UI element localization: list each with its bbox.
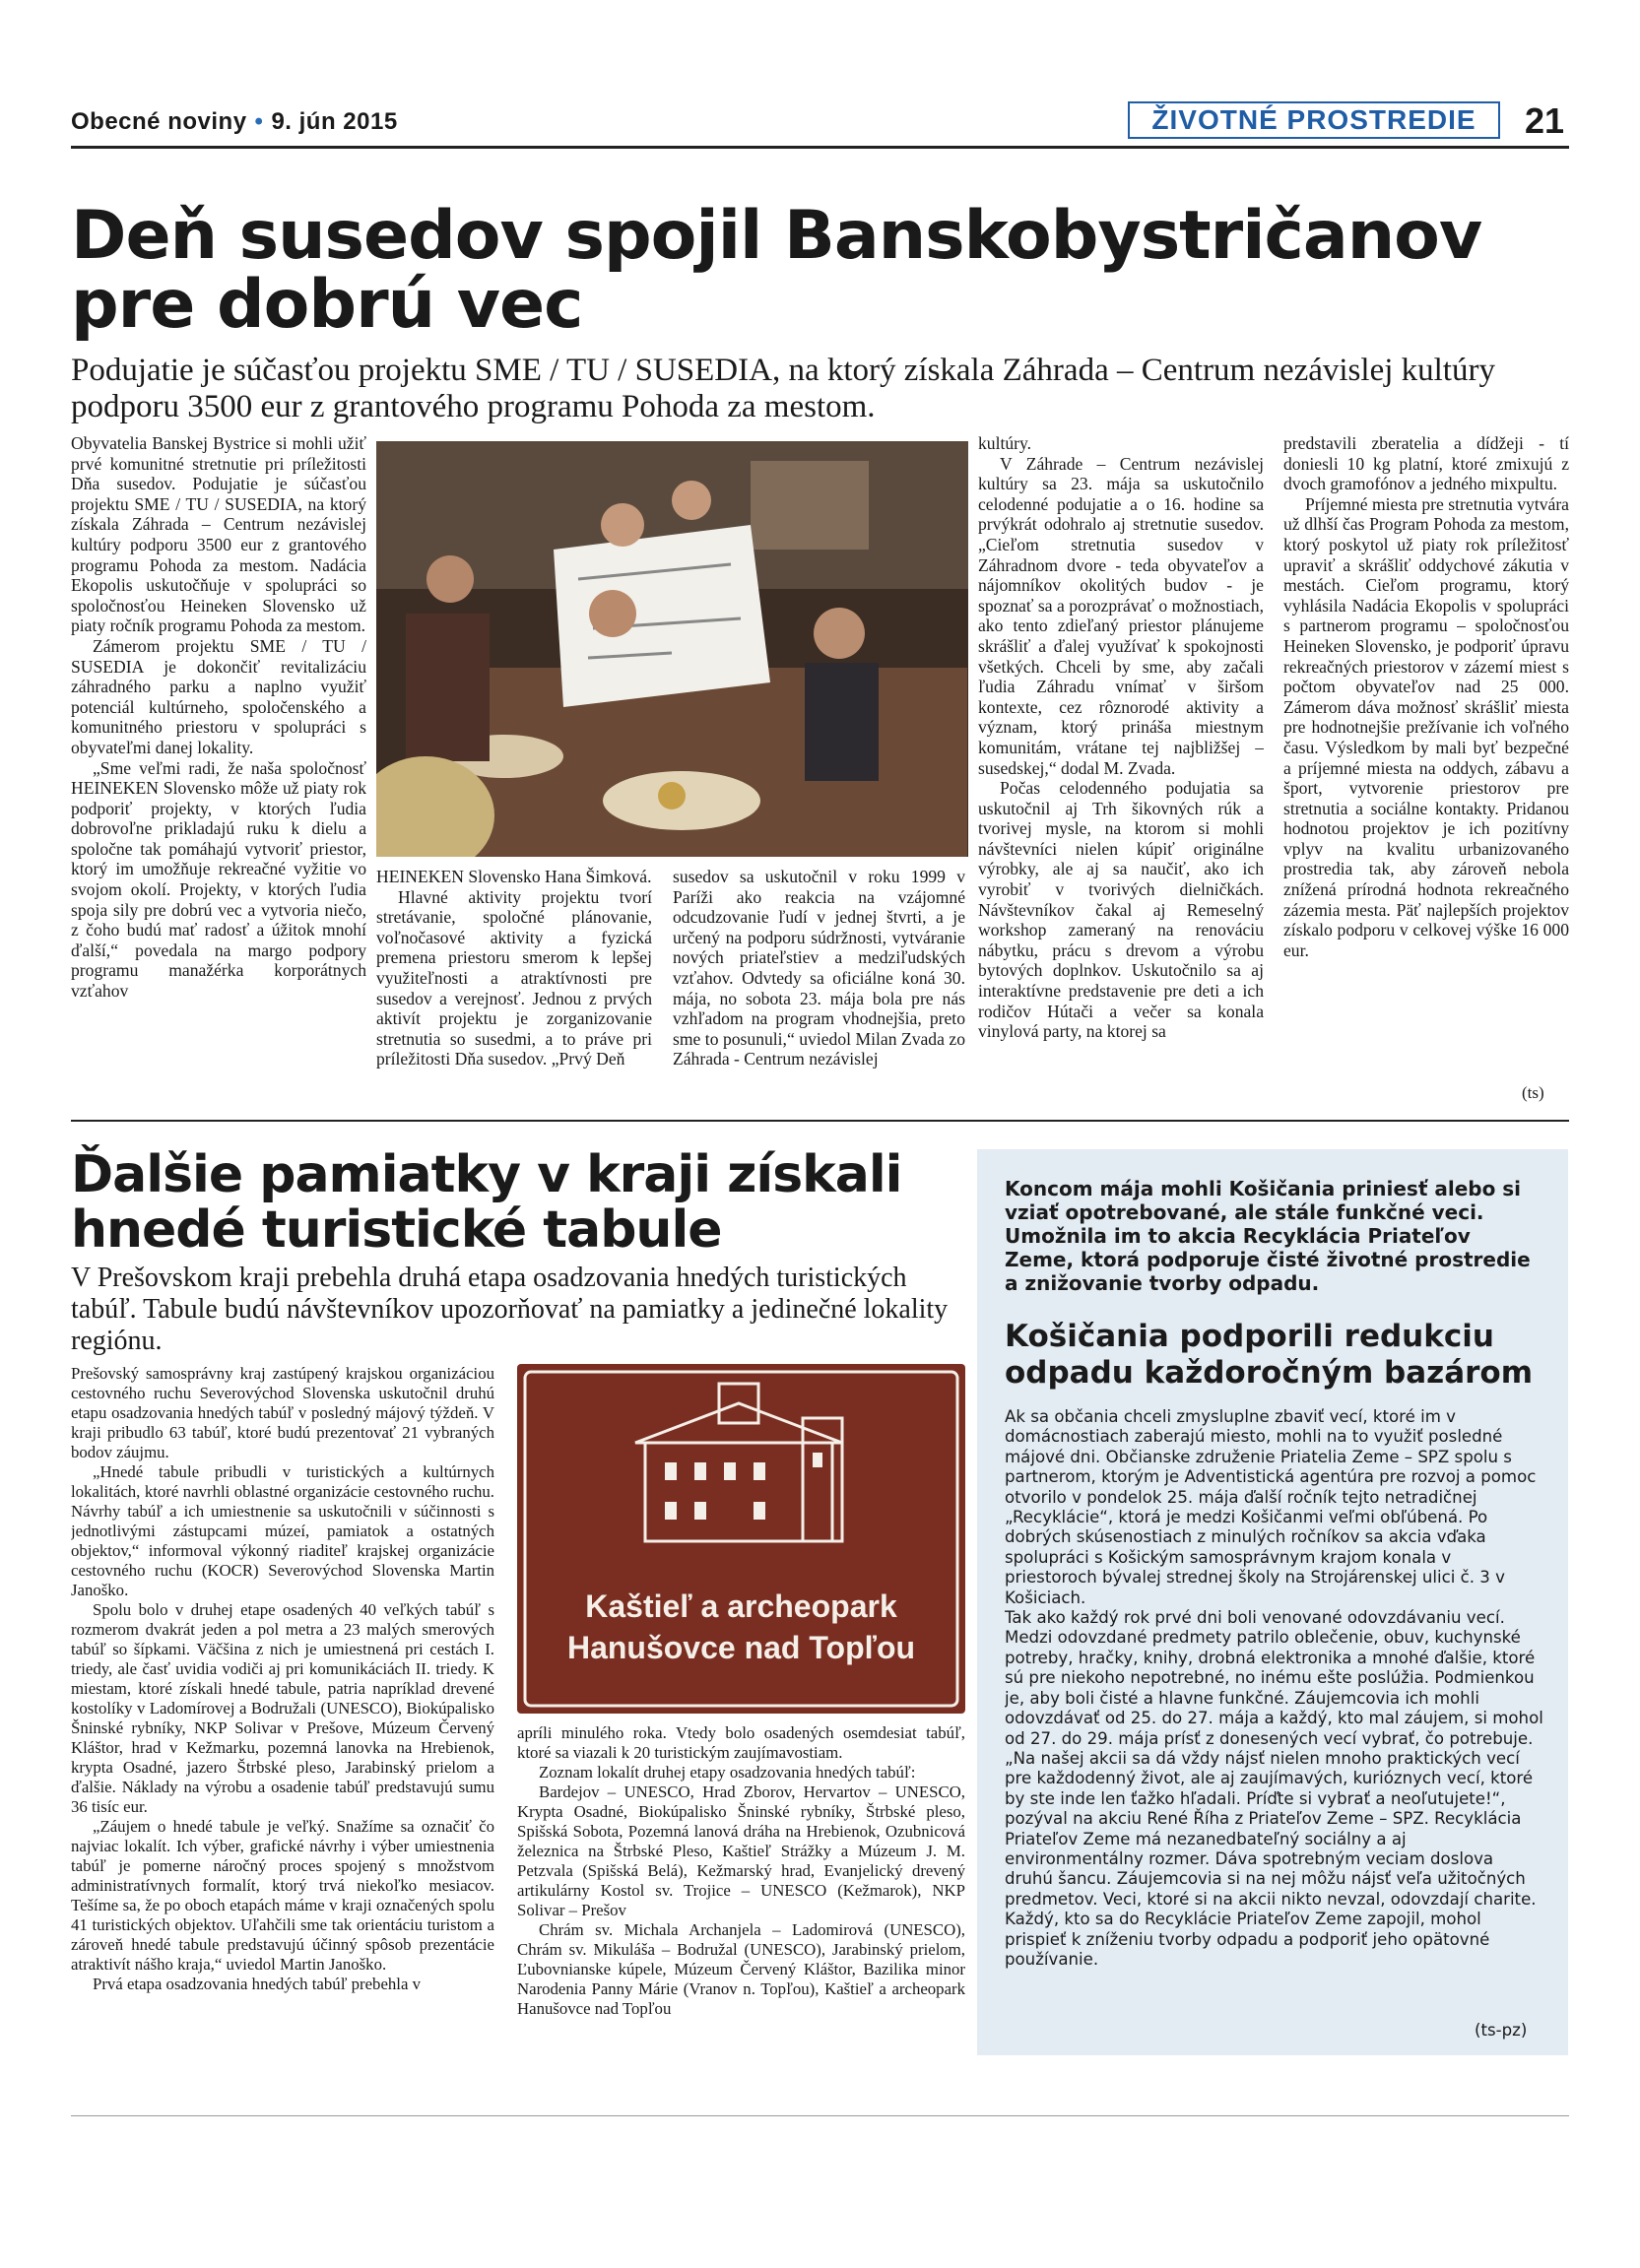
event-photo [376,441,968,857]
paragraph: apríli minulého roka. Vtedy bolo osadených osemdesiat tabúľ, ktoré sa viazali k 20 turistickým zaujímavostiam. [517,1723,965,1762]
sign-text [517,1586,965,1668]
paragraph: Hlavné aktivity projektu tvorí stretávanie, spoločné plánovanie, voľnočasové aktivity a fyzická premena priestoru smerom k lepšej využiteľnosti a atraktívnosti pre susedov a verejnosť. Jednou z prvých aktivít projektu je zorganizovanie stretnutia so susedmi, a to práve pri príležitosti Dňa susedov. „Prvý Deň [376,886,652,1069]
article1-headline-line1: Deň susedov spojil Banskobystričanov [71,197,1482,275]
paragraph: „Sme veľmi radi, že naša spoločnosť HEINEKEN Slovensko môže už piaty rok podporiť projekty, v ktorých ľudia dobrovoľne prikladajú ruku k dielu a spoločne tak pomáhajú vytvoriť priestor, ktorý im umožňuje rekreačné vyžitie vo svojom okolí. Projekty, v ktorých ľudia spoja sily pre dobrú vec a vytvoria niečo, z čoho budú mať radosť a úžitok mnohí ďalší,“ povedala na margo podpory programu manažérka korporátnych vzťahov [71,757,366,1002]
masthead [71,108,398,136]
paragraph: kultúry. [978,433,1032,453]
paragraph: Počas celodenného podujatia sa uskutočnil aj Trh šikovných rúk a tvorivej mysle, na ktorom si mohli návštevníci nielen kúpiť originálne výrobky, ale aj sa naučiť, ako ich vyrobiť v tvorivých dielničkách. Návštevníkov čakal aj Remeselný workshop zameraný na renováciu nábytku, prácu s drevom a výrobu bytových doplnkov. Uskutočnilo sa aj interaktívne predstavenie pre deti a ich rodičov Hútači a večer sa konala vinylová party, na ktorej sa [978,778,1264,1042]
article2-column-2 [517,1723,965,2088]
sidebar-body [1005,1407,1544,2028]
sign-line-1: Kaštieľ a archeopark [585,1588,897,1624]
paragraph: susedov sa uskutočnil v roku 1999 v Paríži ako reakcia na vzájomné odcudzovanie ľudí v jednej štvrti, a je určený na podporu súdržnosti, vytváranie nových priateľstiev a medziľudských vzťahov. Odvtedy sa oficiálne koná 30. mája, no sobota 23. mája bola pre nás vzhľadom na program vhodnejšia, preto sme to posunuli,“ uviedol Milan Zvada zo Záhrada - Centrum nezávislej [673,867,965,1069]
section-divider [71,1120,1569,1122]
article1-lead: Podujatie je súčasťou projektu SME / TU / SUSEDIA, na ktorý získala Záhrada – Centrum nezávislej kultúry podporu 3500 eur z grantového programu Pohoda za mestom. [71,353,1495,424]
paragraph: „Hnedé tabule pribudli v turistických a kultúrnych lokalitách, ktoré navrhli oblastné organizácie cestovného ruchu. Návrhy tabúľ a ich umiestnenie sa uskutočnili v súčinnosti s jednotlivými zástupcami múzeí, pamiatok a ostatných objektov,“ informoval výkonný riaditeľ krajskej organizácie cestovného ruchu (KOCR) Severovýchod Slovenska Martin Janoško. [71,1462,494,1599]
article2-headline-line1: Ďalšie pamiatky v kraji získali [71,1145,902,1204]
paragraph: Chrám sv. Michala Archanjela – Ladomirová (UNESCO), Chrám sv. Mikuláša – Bodružal (UNESCO), Jarabinský prielom, Ľubovnianske kúpele, Múzeum Červený Kláštor, Bazilika minor Narodenia Panny Márie (Vranov n. Topľou), Kaštieľ a archeopark Hanušovce nad Topľou [517,1920,965,2018]
article1-column-2 [376,867,652,1069]
article2-column-1 [71,1364,494,2088]
article1-column-5 [1283,433,1569,1093]
separator-dot: • [254,108,264,135]
paragraph: „Na našej akcii sa dá vždy nájsť nielen mnoho praktických vecí pre každodenný život, ale aj zaujímavých, kurióznych vecí, ktoré by ste inde len ťažko hľadali. Príďte si vybrať a neoľutujete!“, pozýval na akciu René Říha z Priateľov Zeme – SPZ. Recyklácia Priateľov Zeme má nezanedbateľný sociálny a aj environmentálny rozmer. Dáva spotrebným veciam doslova druhú šancu. Záujemcovia si na nej môžu nájsť veľa užitočných predmetov. Veci, ktoré si na akcii nikto nevzal, odovzdají charite. Každý, kto sa do Recyklácie Priateľov Zeme zapojil, mohol prispieť k zníženiu tvorby odpadu a podporiť jeho opätovné používanie. [1005,1748,1537,1969]
paragraph: Tak ako každý rok prvé dni boli venované odovzdávaniu vecí. Medzi odovzdané predmety patrilo oblečenie, obuv, kuchynské potreby, hračky, knihy, drobná elektronika a mnohé ďalšie, ktoré sú pre niekoho nepotrebné, no inému ešte poslúžia. Podmienkou je, aby boli čisté a hlavne funkčné. Záujemcovia ich mohli odovzdávať od 25. do 27. mája a každý, kto mal záujem, si mohol od 27. do 29. mája prísť z donesených vecí vybrať, čo potrebuje. [1005,1608,1543,1748]
article1-headline [71,197,1578,344]
page-number: 21 [1525,100,1565,141]
sidebar-signature: (ts-pz) [1475,2021,1528,2040]
sidebar-title: Košičania podporili redukciu odpadu každoročným bazárom [1005,1319,1534,1391]
paragraph: V Záhrade – Centrum nezávislej kultúry sa 23. mája sa uskutočnilo celodenné podujatie a o 16. hodine sa prvýkrát odohralo aj stretnutie susedov. „Cieľom stretnutia susedov v Záhradnom dvore - teda obyvateľov a nájomníkov okolitých budov - je spoznať sa a porozprávať o možnostiach, ako tento zdieľaný priestor plánujeme skrášliť a ďalej využívať k spokojnosti všetkých. Chceli by sme, aby začali ľudia Záhradu vnímať v širšom kontexte, cez rôznorodé aktivity a význam, ktorý prináša miestnym komunitám, vrátane tej najbližšej – susedskej,“ dodal M. Zvada. [978,453,1264,778]
sidebar-lead: Koncom mája mohli Košičania priniesť alebo si vziať opotrebované, ale stále funkčné veci. Umožnila im to akcia Recyklácia Priateľov Zeme, ktorá podporuje čisté životné prostredie a znižovanie tvorby odpadu. [1005,1177,1531,1295]
article1-column-3 [673,867,965,1069]
paragraph: Obyvatelia Banskej Bystrice si mohli užiť prvé komunitné stretnutie pri príležitosti Dňa susedov. Podujatie je súčasťou projektu SME / TU / SUSEDIA, na ktorý získala Záhrada – Centrum nezávislej kultúry podporu 3500 eur z grantového programu Pohoda za mestom. Nadácia Ekopolis uskutočňuje v spolupráci so spoločnosťou Heineken Slovensko už piaty ročník programu Pohoda za mestom. [71,433,366,636]
tourist-sign-image [517,1364,965,1714]
footer-rule [71,2115,1569,2116]
paragraph: Zámerom projektu SME / TU / SUSEDIA je dokončiť revitalizáciu záhradného parku a naplno využiť potenciál kultúrneho, spoločenského a komunitného priestoru v spolupráci s obyvateľmi danej lokality. [71,635,366,757]
paragraph: Príjemné miesta pre stretnutia vytvára už dlhší čas Program Pohoda za mestom, ktorý poskytol už piaty rok príležitosť upraviť a skrášliť oddychové zákutia v mestách. Cieľom programu, ktorý vyhlásila Nadácia Ekopolis v spolupráci s partnerom programu – spoločnosťou Heineken Slovensko, je podporiť úpravu rekreačných priestorov v zázemí miest s počtom obyvateľov nad 25 000. Zámerom dáva možnosť skrášliť miesta pre hodnotnejšie prežívanie ich voľného času. Výsledkom by mali byť bezpečné a príjemné miesta na oddych, zábavu a šport, vytvorenie priestorov pre stretnutia a sociálne kontakty. Pridanou hodnotou projektov je ich pozitívny vplyv na kvalitu urbanizovaného prostredia tak, aby zároveň nebola znížená prírodná hodnota rekreačného zázemia mesta. Päť najlepších projektov získalo podporu v celkovej výške 16 000 eur. [1283,493,1569,960]
paragraph: Zoznam lokalít druhej etapy osadzovania hnedých tabúľ: [539,1763,916,1782]
article2-headline-line2: hnedé turistické tabule [71,1200,722,1260]
article1-headline-line2: pre dobrú vec [71,266,583,344]
header-rule [71,146,1569,149]
paragraph: Prešovský samosprávny kraj zastúpený krajskou organizáciou cestovného ruchu Severovýchod Slovenska uskutočnil druhú etapu osadzovania hnedých tabúľ v posledný májový týždeň. V kraji pribudlo 63 tabúľ, ktoré budú prezentovať 21 vybraných bodov záujmu. [71,1364,494,1461]
paragraph: HEINEKEN Slovensko Hana Šimková. [376,867,652,886]
paragraph: Prvá etapa osadzovania hnedých tabúľ prebehla v [93,1975,421,1993]
article2-headline [71,1147,957,1258]
issue-date: 9. jún 2015 [271,108,398,135]
article1-column-1 [71,433,366,1113]
photo-illustration [376,441,968,857]
paragraph: Spolu bolo v druhej etape osadených 40 veľkých tabúľ s rozmerom dvakrát jeden a pol metra a 23 malých smerových tabúľ so šípkami. Väčšina z nich je umiestnená pri cestách I. triedy, ale časť uvidia vodiči aj pri komunikáciách II. triedy. K miestam, ktoré získali hnedé tabule, patria napríklad drevené kostolíky v Ladomírovej a Bodružali (UNESCO), Biokúpalisko Šninské rybníky, NKP Solivar v Prešove, Múzeum Červený Kláštor, hrad v Kežmarku, pozemná lanovka na Hrebienok, krypta Osadné, jazero Štrbské pleso, Jarabinský prielom a ďalšie. Náklady na výrobu a osadenie tabúľ predstavujú sumu 36 tisíc eur. [71,1600,494,1816]
paragraph: Bardejov – UNESCO, Hrad Zborov, Hervartov – UNESCO, Krypta Osadné, Biokúpalisko Šninské rybníky, Štrbské pleso, Spišská Sobota, Pozemná lanová dráha na Hrebienok, Ozubnicová železnica na Štrbské Pleso, Kaštieľ Strážky a Múzeum J. M. Petzvala (Spišská Belá), Kežmarský hrad, Evanjelický drevený artikulárny Kostol sv. Trojice – UNESCO (Kežmarok), NKP Solivar – Prešov [517,1782,965,1919]
paragraph: Ak sa občania chceli zmysluplne zbaviť vecí, ktoré im v domácnostiach zaberajú miesto, mohli na to využiť posledné májové dni. Občianske združenie Priatelia Zeme – SPZ spolu s partnerom, ktorým je Adventistická agentúra pre rozvoj a pomoc otvorilo v pondelok 25. mája ďalší ročník tejto netradičnej „Recyklácie“, ktorá je medzi Košičanmi veľmi obľúbená. Po dobrých skúsenostiach z minulých ročníkov sa akcia vďaka spolupráci s Košickým samosprávnym krajom konala v priestoroch bývalej strednej školy na Strojárenskej ulici č. 3 v Košiciach. [1005,1407,1537,1607]
article1-column-4 [978,433,1264,1113]
sign-line-2: Hanušovce nad Topľou [566,1630,916,1665]
paper-name: Obecné noviny [71,108,247,135]
section-label: ŽIVOTNÉ PROSTREDIE [1128,101,1500,139]
article1-signature: (ts) [1522,1083,1544,1102]
paragraph: „Záujem o hnedé tabule je veľký. Snažíme sa označiť čo najviac lokalít. Ich výber, grafické návrhy i výber umiestnenia tabúľ je pomerne náročný proces spojený s množstvom administratívnych formalít, ktorý trvá niekoľko mesiacov. Tešíme sa, že po oboch etapách máme v kraji označených spolu 41 turistických objektov. Uľahčili sme tak orientáciu turistom a zároveň hnedé tabule predstavujú účinný spôsob prezentácie atraktivít nášho kraja,“ uviedol Martin Janoško. [71,1817,494,1974]
paragraph: predstavili zberatelia a dídžeji - tí doniesli 10 kg platní, ktoré zmixujú z dvoch gramofónov a jedného mixpultu. [1283,433,1569,494]
article2-lead: V Prešovskom kraji prebehla druhá etapa osadzovania hnedých turistických tabúľ. Tabule budú návštevníkov upozorňovať na pamiatky a jedinečné lokality regiónu. [71,1263,949,1356]
sidebar-box [977,1149,1568,2055]
